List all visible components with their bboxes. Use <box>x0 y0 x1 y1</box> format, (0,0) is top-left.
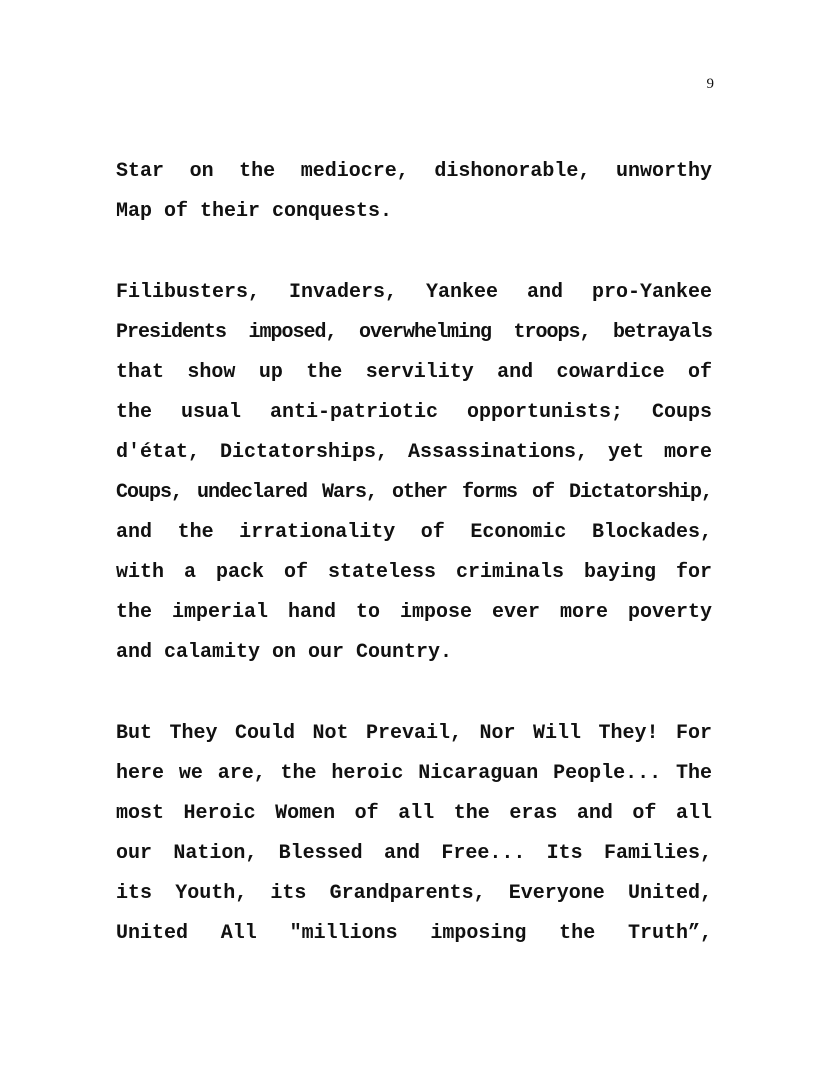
text-line: Map of their conquests. <box>116 200 393 223</box>
text-line: Star on the mediocre, dishonorable, unworthy <box>116 160 712 183</box>
text-line: that show up the servility and cowardice of <box>116 361 712 384</box>
text-line: Filibusters, Invaders, Yankee and pro-Yankee <box>116 281 712 304</box>
text-line: our Nation, Blessed and Free... Its Families, <box>116 842 712 865</box>
text-line: and the irrationality of Economic Blockades, <box>116 521 712 544</box>
text-line: d'état, Dictatorships, Assassinations, yet more <box>116 441 712 464</box>
text-line: its Youth, its Grandparents, Everyone United, <box>116 882 712 905</box>
text-line: with a pack of stateless criminals baying for <box>116 561 712 584</box>
text-line: most Heroic Women of all the eras and of all <box>116 802 712 825</box>
paragraph-1 <box>116 160 712 240</box>
paragraph-2 <box>116 281 712 681</box>
text-line: here we are, the heroic Nicaraguan People... The <box>116 762 712 785</box>
text-line: and calamity on our Country. <box>116 641 453 664</box>
text-line: Presidents imposed, overwhelming troops, betrayals <box>116 321 712 344</box>
page-number: 9 <box>706 76 714 92</box>
text-line: the imperial hand to impose ever more poverty <box>116 601 712 624</box>
text-line: But They Could Not Prevail, Nor Will They! For <box>116 722 712 745</box>
paragraph-3 <box>116 722 712 962</box>
text-line: United All "millions imposing the Truth”, <box>116 922 712 945</box>
text-line: the usual anti-patriotic opportunists; Coups <box>116 401 712 424</box>
text-line: Coups, undeclared Wars, other forms of Dictatorship, <box>116 481 712 504</box>
